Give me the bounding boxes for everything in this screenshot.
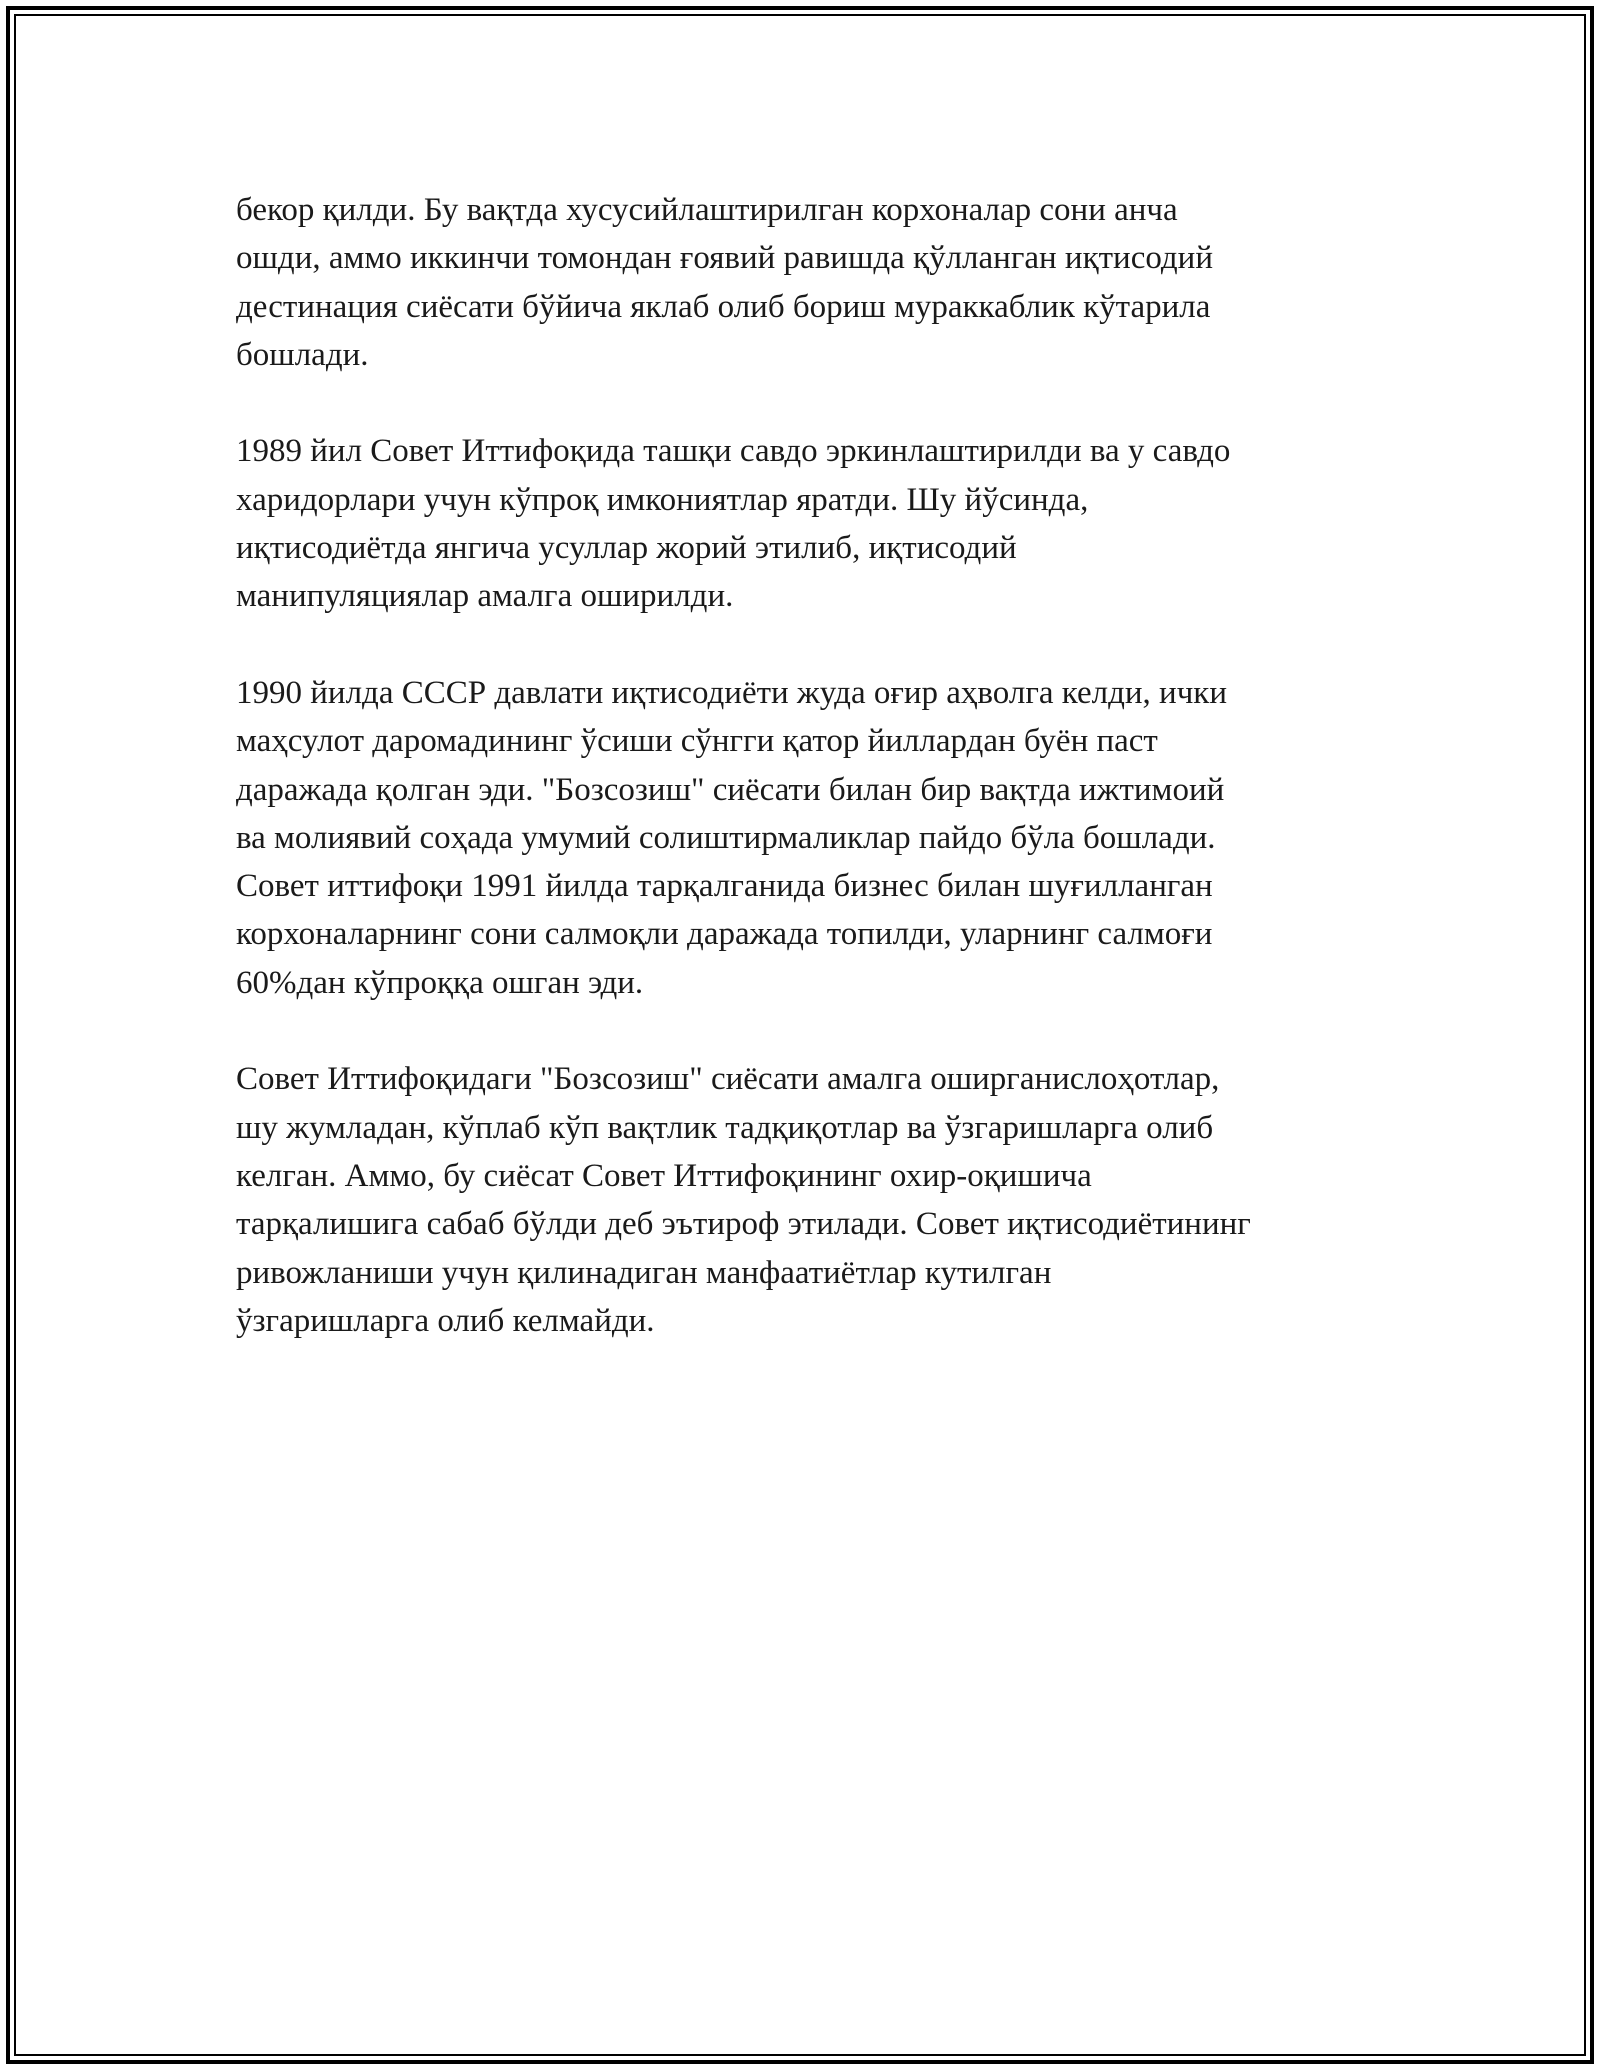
paragraph-1: бекор қилди. Бу вақтда хусусийлаштирилган корхоналар сони анча ошди, аммо иккинчи томондан ғоявий равишда қўлланган иқтисодий дестинация сиёсати бўйича яклаб олиб бориш мураккаблик кўтарила бошлади.	[236, 192, 1213, 373]
paragraph-4: Совет Иттифоқидаги "Бозсозиш" сиёсати амалга оширганислоҳотлар, шу жумладан, кўплаб кўп вақтлик тадқиқотлар ва ўзгаришларга олиб келган. Аммо, бу сиёсат Совет Иттифоқининг охир-оқишича тарқалишига сабаб бўлди деб эътироф этилади. Совет иқтисодиётининг ривожланиши учун қилинадиган манфаатиётлар кутилган ўзгаришларга олиб келмайди.	[236, 1061, 1251, 1339]
document-body	[236, 186, 1396, 1393]
paragraph-2: 1989 йил Совет Иттифоқида ташқи савдо эркинлаштирилди ва у савдо харидорлари учун кўпроқ имкониятлар яратди. Шу йўсинда, иқтисодиётда янгича усуллар жорий этилиб, иқтисодий манипуляциялар амалга оширилди.	[236, 433, 1231, 615]
paragraph-3: 1990 йилда СССР давлати иқтисодиёти жуда оғир аҳволга келди, ички маҳсулот даромадининг ўсиши сўнгги қатор йиллардан буён паст даражада қолган эди. "Бозсозиш" сиёсати билан бир вақтда ижтимоий ва молиявий соҳада умумий солиштирмаликлар пайдо бўла бошлади. Совет иттифоқи 1991 йилда тарқалганида бизнес билан шуғилланган корхоналарнинг сони салмоқли даражада топилди, уларнинг салмоғи 60%дан кўпроққа ошган эди.	[236, 674, 1227, 1001]
